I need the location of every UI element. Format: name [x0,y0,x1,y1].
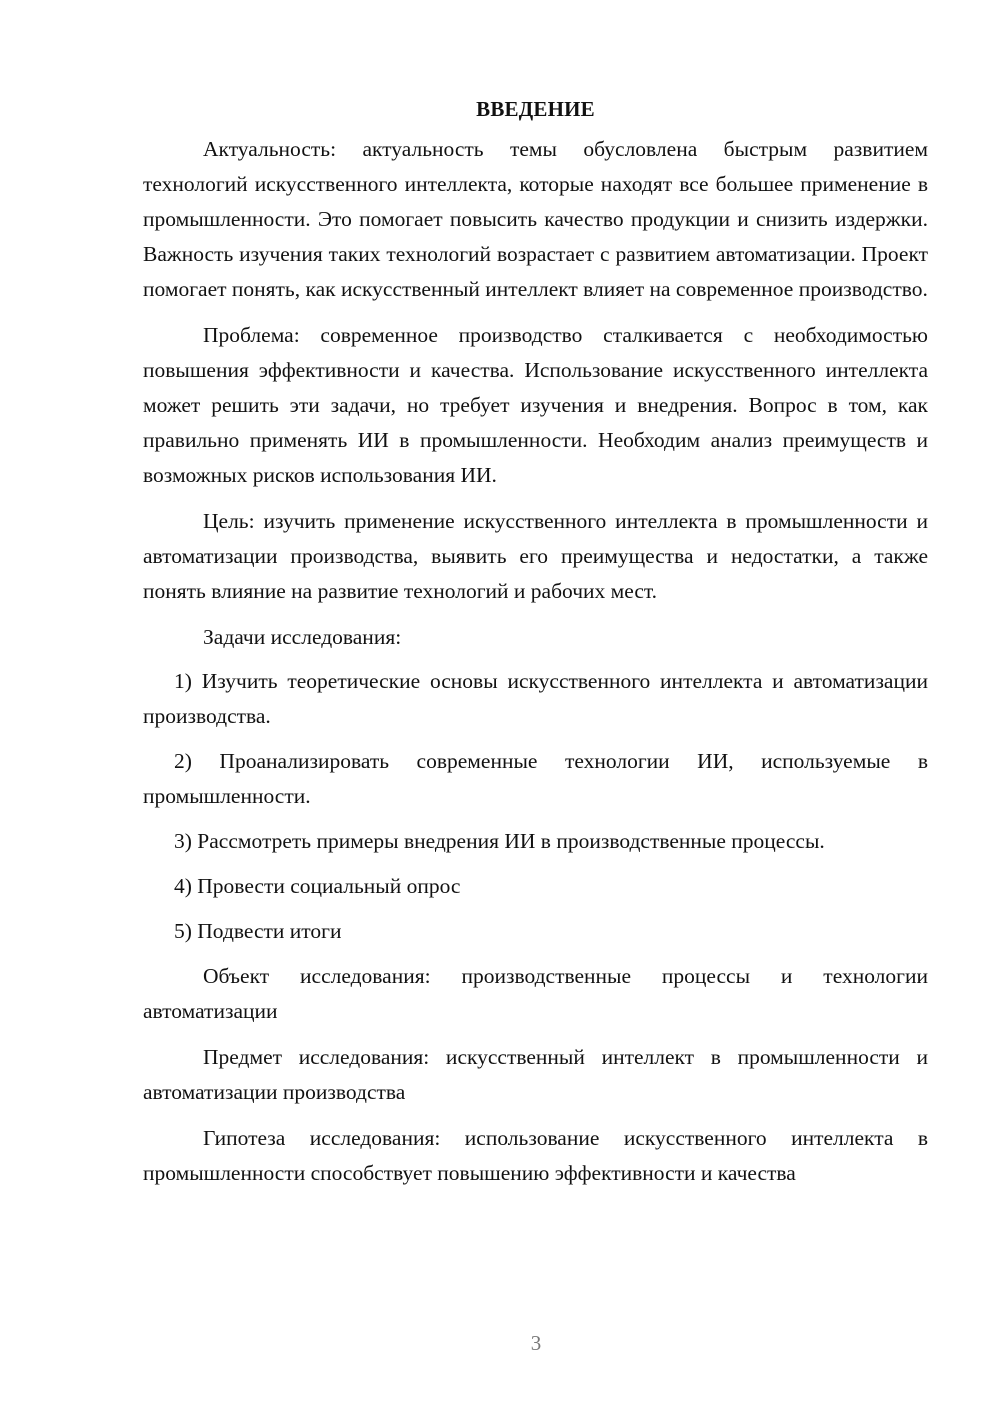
task-item-1: 1) Изучить теоретические основы искусственного интеллекта и автоматизации производства. [143,669,928,728]
page-number: 3 [530,1331,542,1355]
section-heading: ВВЕДЕНИЕ [476,97,595,121]
task-item-5: 5) Подвести итоги [174,919,342,943]
document-page [143,92,928,1202]
subject-paragraph: Предмет исследования: искусственный интеллект в промышленности и автоматизации производства [143,1045,928,1104]
task-item-4: 4) Провести социальный опрос [174,874,461,898]
relevance-paragraph: Актуальность: актуальность темы обусловлена быстрым развитием технологий искусственного интеллекта, которые находят все большее применение в промышленности. Это помогает повысить качество продукции и снизить издержки. Важность изучения таких технологий возрастает с развитием автоматизации. Проект помогает понять, как искусственный интеллект влияет на современное производство. [143,137,928,301]
task-item-3: 3) Рассмотреть примеры внедрения ИИ в производственные процессы. [174,829,825,853]
problem-paragraph: Проблема: современное производство сталкивается с необходимостью повышения эффективности и качества. Использование искусственного интеллекта может решить эти задачи, но требует изучения и внедрения. Вопрос в том, как правильно применять ИИ в промышленности. Необходим анализ преимуществ и возможных рисков использования ИИ. [143,323,928,487]
task-item-2: 2) Проанализировать современные технологии ИИ, используемые в промышленности. [143,749,928,808]
object-paragraph: Объект исследования: производственные процессы и технологии автоматизации [143,964,928,1023]
hypothesis-paragraph: Гипотеза исследования: использование искусственного интеллекта в промышленности способствует повышению эффективности и качества [143,1126,928,1185]
tasks-title: Задачи исследования: [203,625,402,649]
goal-paragraph: Цель: изучить применение искусственного интеллекта в промышленности и автоматизации производства, выявить его преимущества и недостатки, а также понять влияние на развитие технологий и рабочих мест. [143,509,928,603]
